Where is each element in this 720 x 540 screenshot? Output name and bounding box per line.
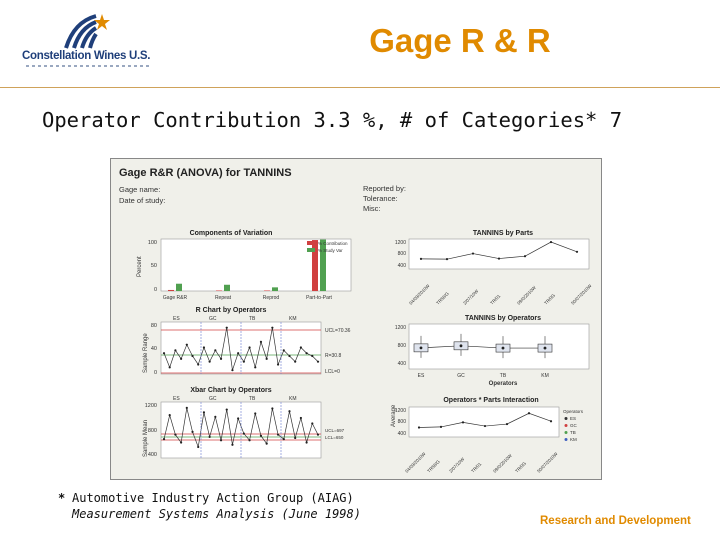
contribution-bar: [264, 290, 270, 291]
r-chart-point: [186, 344, 188, 346]
components-category: Repeat: [214, 295, 232, 301]
interaction-legend-title: Operators: [563, 409, 584, 414]
xbar-chart-operator: GC: [209, 396, 217, 402]
interaction-part-label: 04/09/2010W: [404, 451, 427, 474]
r-chart-center-label: R=30.8: [325, 353, 342, 359]
r-chart-point: [209, 361, 211, 363]
r-chart-point: [169, 366, 171, 368]
xbar-chart-point: [260, 435, 262, 437]
interaction-point: [418, 426, 420, 428]
slide-title: Gage R & R: [369, 22, 551, 59]
by-parts-point: [498, 257, 500, 259]
xbar-chart-tick: 800: [147, 428, 157, 434]
by-parts-label: 50/07/2010W: [570, 283, 593, 306]
interaction-tick: 400: [397, 431, 406, 437]
r-chart-point: [248, 346, 250, 348]
r-chart-point: [226, 327, 228, 329]
xbar-chart-point: [191, 431, 193, 433]
xbar-chart-point: [169, 414, 171, 416]
by-parts-label: TR56/G: [435, 291, 450, 306]
xbar-chart-point: [288, 410, 290, 412]
by-parts-point: [550, 241, 552, 243]
contribution-bar: [168, 290, 174, 291]
interaction-legend-marker: [565, 438, 568, 441]
footnote-line-2: Measurement Systems Analysis (June 1998): [72, 507, 361, 521]
r-chart-point: [197, 363, 199, 365]
interaction-part-label: TR/01: [470, 461, 483, 474]
xbar-chart-point: [317, 434, 319, 436]
r-chart-point: [283, 349, 285, 351]
xbar-chart-tick: 400: [147, 452, 157, 458]
xbar-chart-point: [305, 441, 307, 443]
r-chart-point: [231, 369, 233, 371]
by-operators-tick: 1200: [394, 325, 406, 331]
by-parts-plot-area: [409, 239, 589, 269]
xbar-chart-point: [271, 407, 273, 409]
xbar-chart-tick: 1200: [144, 403, 157, 409]
xbar-chart-point: [174, 434, 176, 436]
interaction-point: [550, 420, 552, 422]
r-chart-tick: 0: [153, 370, 157, 376]
by-parts-point: [472, 252, 474, 254]
interaction-legend-label: ES: [570, 416, 577, 421]
by-parts-label: 04/09/2010W: [408, 283, 431, 306]
by-operators-tick: 400: [397, 361, 406, 367]
by-parts-point: [446, 258, 448, 260]
by-operators-tick-label: GC: [457, 373, 465, 379]
study-var-bar: [272, 287, 278, 291]
misc-label: Misc:: [363, 204, 381, 213]
xbar-chart-point: [254, 412, 256, 414]
legend-swatch-study-var: [307, 248, 315, 252]
company-logo: [22, 12, 152, 74]
logo-tagline-line: [26, 65, 150, 67]
xbar-chart-operator: TB: [249, 396, 256, 402]
by-operators-mean-point: [420, 346, 423, 349]
interaction-point: [484, 425, 486, 427]
components-category: Part-to-Part: [306, 295, 332, 301]
interaction-chart: [391, 397, 584, 474]
r-chart-lcl-label: LCL=0: [325, 369, 340, 375]
by-parts-label: 2/07/10W: [462, 288, 480, 306]
interaction-part-label: 50/07/2010W: [536, 451, 559, 474]
xbar-chart-point: [248, 439, 250, 441]
r-chart-ylabel: Sample Range: [143, 333, 149, 373]
interaction-part-label: 09/0/2010W: [492, 453, 513, 474]
xbar-chart-point: [277, 434, 279, 436]
xbar-chart-point: [203, 411, 205, 413]
interaction-point: [528, 412, 530, 414]
r-chart-operator: GC: [209, 316, 217, 322]
r-chart-point: [220, 358, 222, 360]
r-chart-point: [317, 361, 319, 363]
tannins-by-parts-chart: [395, 230, 593, 306]
by-parts-label: 09/0/2010W: [516, 285, 537, 306]
r-chart-point: [191, 355, 193, 357]
xbar-chart-point: [163, 438, 165, 440]
r-chart-operator: ES: [173, 316, 180, 322]
by-parts-tick: 1200: [394, 240, 406, 246]
interaction-point: [506, 423, 508, 425]
xbar-chart-point: [214, 416, 216, 418]
interaction-legend-marker: [565, 431, 568, 434]
tannins-by-operators-chart: [395, 315, 589, 387]
interaction-tick: 1200: [394, 408, 406, 414]
by-operators-tick: 800: [397, 343, 406, 349]
r-chart-point: [237, 352, 239, 354]
tolerance-label: Tolerance:: [363, 194, 398, 203]
r-chart-point: [277, 363, 279, 365]
xbar-chart-point: [243, 432, 245, 434]
r-chart-ucl-label: UCL=70.36: [325, 328, 351, 334]
interaction-legend-marker: [565, 424, 568, 427]
by-operators-mean-point: [460, 344, 463, 347]
r-chart-point: [214, 349, 216, 351]
figure-title: Gage R&R (ANOVA) for TANNINS: [119, 167, 292, 179]
by-parts-point: [524, 255, 526, 257]
by-parts-point: [420, 258, 422, 260]
interaction-plot-area: [409, 407, 559, 437]
r-chart-tick: 80: [150, 323, 157, 329]
footer-department: Research and Development: [540, 515, 691, 527]
components-ylabel: Percent: [137, 256, 143, 277]
footnote: [58, 490, 361, 522]
xbar-lcl-label: LCL=650: [325, 435, 344, 440]
components-category: Reprod: [262, 295, 280, 301]
r-chart-point: [311, 355, 313, 357]
xbar-chart-point: [283, 438, 285, 440]
xbar-chart-point: [180, 441, 182, 443]
r-chart-operator: TB: [249, 316, 256, 322]
xbar-ucl-label: UCL=697: [325, 428, 345, 433]
reported-by-label: Reported by:: [363, 184, 406, 193]
footnote-line-1: Automotive Industry Action Group (AIAG): [72, 491, 354, 505]
r-chart-point: [180, 358, 182, 360]
by-operators-tick-label: KM: [541, 373, 549, 379]
r-chart: [143, 307, 351, 376]
interaction-part-label: TR/0G: [514, 460, 528, 474]
interaction-legend-label: TB: [570, 430, 576, 435]
legend-study-var: % Study Var: [318, 248, 343, 253]
by-parts-label: TR/01: [489, 293, 502, 306]
by-operators-tick-label: ES: [417, 373, 425, 379]
xbar-chart-ylabel: Sample Mean: [143, 419, 149, 457]
components-of-variation-chart: [137, 230, 351, 301]
xbar-chart-point: [311, 422, 313, 424]
r-chart-point: [288, 355, 290, 357]
xbar-chart-point: [300, 417, 302, 419]
components-tick: 100: [147, 240, 157, 246]
xbar-chart-point: [237, 417, 239, 419]
components-title: Components of Variation: [189, 230, 273, 237]
by-parts-tick: 400: [397, 263, 406, 269]
gage-name-label: Gage name:: [119, 185, 161, 194]
xbar-chart-operator: ES: [173, 396, 180, 402]
r-chart-title: R Chart by Operators: [195, 307, 267, 314]
xbar-chart-point: [197, 446, 199, 448]
interaction-point: [462, 421, 464, 423]
interaction-part-label: TR56/G: [426, 459, 441, 474]
by-operators-tick-label: TB: [499, 373, 507, 379]
r-chart-operator: KM: [289, 316, 297, 322]
footnote-star: *: [58, 491, 66, 505]
xbar-chart-point: [231, 444, 233, 446]
xbar-chart-point: [294, 437, 296, 439]
r-chart-point: [294, 361, 296, 363]
by-parts-title: TANNINS by Parts: [472, 230, 534, 237]
logo-name: Constellation Wines U.S.: [22, 50, 151, 62]
legend-contribution: % Contribution: [318, 241, 348, 246]
date-of-study-label: Date of study:: [119, 196, 166, 205]
r-chart-point: [254, 366, 256, 368]
interaction-legend-label: GC: [570, 423, 577, 428]
interaction-ylabel: Average: [391, 404, 397, 427]
interaction-title: Operators * Parts Interaction: [443, 397, 539, 404]
study-var-bar: [224, 285, 230, 291]
xbar-chart-point: [220, 439, 222, 441]
xbar-chart-point: [209, 436, 211, 438]
xbar-chart-point: [226, 408, 228, 410]
interaction-legend-label: KM: [570, 437, 577, 442]
interaction-part-label: 2/07/10W: [448, 456, 466, 474]
components-tick: 0: [153, 287, 157, 293]
by-operators-xlabel: Operators: [488, 381, 518, 387]
legend-swatch-contribution: [307, 241, 315, 245]
by-operators-mean-point: [544, 347, 547, 350]
r-chart-point: [271, 327, 273, 329]
title-divider: [0, 87, 720, 88]
by-operators-mean-point: [502, 347, 505, 350]
xbar-chart: [143, 387, 345, 458]
r-chart-point: [243, 361, 245, 363]
r-chart-point: [174, 349, 176, 351]
study-var-bar: [176, 284, 182, 291]
xbar-chart-point: [186, 407, 188, 409]
components-tick: 50: [150, 263, 157, 269]
by-parts-point: [576, 251, 578, 253]
by-operators-title: TANNINS by Operators: [464, 315, 542, 322]
xbar-chart-point: [266, 443, 268, 445]
logo-mark-icon: [52, 12, 122, 50]
r-chart-point: [300, 346, 302, 348]
r-chart-tick: 40: [150, 346, 157, 352]
gage-rr-graph: [111, 159, 601, 479]
xbar-chart-operator: KM: [289, 396, 297, 402]
interaction-point: [440, 426, 442, 428]
slide-subtitle: Operator Contribution 3.3 %, # of Categories* 7: [42, 108, 623, 132]
gage-rr-figure: [110, 158, 602, 480]
r-chart-point: [260, 341, 262, 343]
by-parts-tick: 800: [397, 251, 406, 257]
xbar-chart-title: Xbar Chart by Operators: [190, 387, 272, 394]
r-chart-point: [163, 352, 165, 354]
by-parts-label: TR/0G: [543, 292, 557, 306]
contribution-bar: [216, 290, 222, 291]
interaction-tick: 800: [397, 419, 406, 425]
r-chart-point: [266, 358, 268, 360]
r-chart-point: [203, 346, 205, 348]
r-chart-point: [305, 352, 307, 354]
interaction-legend-marker: [565, 417, 568, 420]
components-category: Gage R&R: [162, 295, 188, 301]
